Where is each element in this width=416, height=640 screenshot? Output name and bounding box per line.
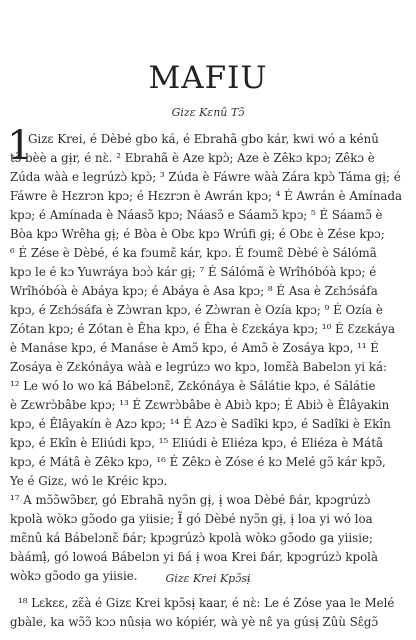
text-line: Zótan kpɔ; é Zótan è Êha kpɔ, é Êha è Ɛzɛkáya kpɔ; ¹⁰ É Ɛzɛkáya <box>10 322 396 336</box>
text-line: kpɔ, é Ekîn è Eliúdi kpɔ, ¹⁵ Eliúdi è Eliéza kpɔ, é Eliéza è Mátâ <box>10 436 383 450</box>
text-line: kpɔ, é Êlâyakín è Azɔ kpɔ; ¹⁴ É Azɔ è Sadîki kpɔ, é Sadîki è Ekîn <box>10 417 391 431</box>
text-line: ¹² Le wó lo wo ká Bábelɔnɛ̃, Zɛkónáya è Sálátie kpɔ, é Sálátie <box>10 379 376 393</box>
text-line: ¹⁷ A mɔ̃ɔ̃wɔ̃bɛr, gó Ebrahã nyɔ̃n gɨ̣, ɨ̣ woa Dèbé ɓár, kpɔgrúzɔ̀ <box>10 493 371 507</box>
page-title: MAFIU <box>148 60 268 96</box>
text-line: Wrîhóbóà è Abáya kpɔ; é Abáya è Asa kpɔ; ⁸ É Asa è Zɛhɔ́sáfa <box>10 284 378 298</box>
section-heading-birth: Gizɛ Krei Kpɔ̃sɨ̣ <box>165 572 251 585</box>
text-line: è Zɛwrɔ̀bâbe kpɔ; ¹³ É Zɛwrɔ̀bâbe è Abiɔ̀ kpɔ; É Abiɔ̀ è Êlâyakin <box>10 398 390 412</box>
text-line: tɔ̃ bèè a gɨ̣r, é nɛ̀. ² Ebrahã è Aze kpɔ̀; Aze è Zêkɔ kpɔ; Zêkɔ è <box>10 151 375 165</box>
text-line: è Manáse kpɔ, é Manáse è Amɔ̃ kpɔ, é Amɔ̃ è Zosáya kpɔ, ¹¹ É <box>10 341 379 355</box>
text-line: wòkɔ gɔ̃odo ga yiisie. <box>10 569 138 583</box>
text-line: ¹⁸ Lɛkɛɛ, zɛ̃à é Gizɛ Krei kpɔ̃sɨ̣ kaar, é nɛ̀: Le é Zóse yaa le Melé <box>18 596 395 610</box>
text-line: kpɔ le é kɔ Yuwráya bɔɔ̀ kár gɨ̣; ⁷ É Sálómã è Wrîhóbóà kpɔ; é <box>10 265 377 279</box>
text-line: Bòa kpɔ Wrêha gɨ̣; é Bòa è Obɛ kpɔ Wrúfi gɨ̣; é Obɛ è Zése kpɔ; <box>10 227 385 241</box>
text-line: gbàle, ka wɔ̃ɔ̃ kɔɔ nûsɨ̣a wo kópiér, wà yè nɛ̂ ya gúsɨ̣ Zûù Sɛ̂gɔ̃ <box>10 615 379 629</box>
text-line: Zosáya è Zɛkónáya wàà e legrúzɔ wo kpɔ, lomɛ̃à Babelɔn yi ká: <box>10 360 387 374</box>
text-line: mɛ̃nû ká Bábelɔnɛ̃ ɓár; kpɔgrúzɔ̀ kpolà wòkɔ gɔ̃odo ga yiisie; <box>10 531 373 545</box>
text-line: kpolà wòkɔ gɔ̃odo ga yiisie; Ɨ̃ gó Dèbé nyɔ̃n gɨ̣, ɨ̣ loa yi wó loa <box>10 512 373 526</box>
text-line: kpɔ; é Amínada è Náasɔ̃ kpɔ; Náasɔ̃ e Sáamɔ̃ kpɔ; ⁵ É Sáamɔ̃ è <box>10 208 383 222</box>
chapter-number: 1 <box>7 123 33 169</box>
section-heading-genealogy: Gizɛ Kɛnû Tɔ̃ <box>171 106 245 119</box>
text-line: ⁶ É Zése è Dèbé, é ka fɔumɛ̃ kár, kpɔ. É fɔumɛ̃ Dèbé è Sálómã <box>10 246 377 260</box>
text-line: Gizɛ Krei, é Dèbé gbo ká, é Ebrahã gbo kár, kwi wó a kénû <box>28 132 379 146</box>
text-line: Fáwre è Hɛzrɔn kpɔ; é Hɛzrɔn è Awrán kpɔ; ⁴ É Awrán è Amínada <box>10 189 403 203</box>
text-line: Ye é Gizɛ, wó le Kréic kpɔ. <box>10 474 168 488</box>
text-line: Zúda wàà e legrúzɔ̀ kpɔ̀; ³ Zúda è Fáwre wàà Zára kpɔ̀ Táma gɨ̣; é <box>10 170 401 184</box>
text-line: bàámɨ̣̂, gó lowoá Bábelɔn yi ɓá ɨ̣ woa Krei ɓár, kpɔgrúzɔ̀ kpolà <box>10 550 378 564</box>
text-line: kpɔ, é Mátâ è Zêkɔ kpɔ, ¹⁶ É Zêkɔ è Zóse é kɔ Melé gɔ̃ kár kpɔ̃, <box>10 455 386 469</box>
text-line: kpɔ, é Zɛhɔ́sáfa è Zɔ̀wran kpɔ, é Zɔ̀wran è Ozía kpɔ; ⁹ É Ozía è <box>10 303 383 317</box>
